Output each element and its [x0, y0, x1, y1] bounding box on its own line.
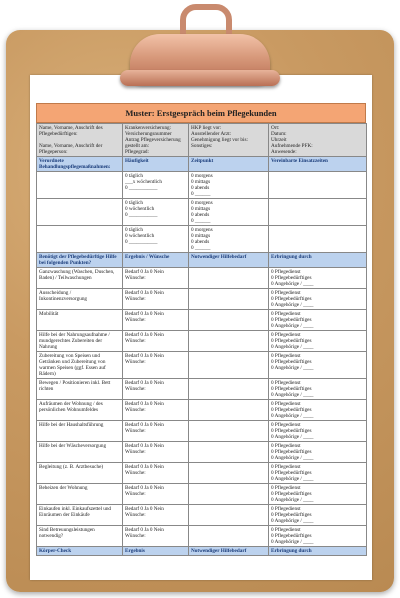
body-check-header-row — [37, 547, 367, 556]
needs-result-cell[interactable]: Bedarf 0 Ja 0 Nein Wünsche: — [123, 421, 189, 442]
needs-result-cell[interactable]: Bedarf 0 Ja 0 Nein Wünsche: — [123, 379, 189, 400]
document-page — [30, 75, 372, 580]
needs-help-cell[interactable] — [189, 505, 269, 526]
needs-help-cell[interactable] — [189, 421, 269, 442]
needs-delivery-cell[interactable]: 0 Pflegedienst 0 Pflegebedürftiges 0 Angehörige / ____ — [269, 331, 367, 352]
needs-delivery-cell[interactable]: 0 Pflegedienst 0 Pflegebedürftiges 0 Angehörige / ____ — [269, 289, 367, 310]
insurance-info-cell: Krankenversicherung: Versicherungsnummer Antrag Pflegeversicherung gestellt am: Pflegegrad: — [123, 124, 189, 157]
needs-delivery-cell[interactable]: 0 Pflegedienst 0 Pflegebedürftiges 0 Angehörige / ____ — [269, 352, 367, 379]
needs-help-cell[interactable] — [189, 400, 269, 421]
patient-info-cell: Name, Vorname, Anschrift des Pflegebedürftigen: Name, Vorname, Anschrift der Pflegeperson: — [37, 124, 123, 157]
needs-row — [37, 505, 367, 526]
needs-item-label: Sind Betreuungsleistungen notwendig? — [37, 526, 123, 547]
treatment-header-time: Zeitpunkt — [189, 157, 269, 172]
needs-item-label: Zubereitung von Speisen und Getränken und Zubereitung von warmen Speisen (ggf. Essen auf Rädern) — [37, 352, 123, 379]
needs-item-label: Mobilität — [37, 310, 123, 331]
needs-item-label: Ganzwaschung (Waschen, Duschen, Baden) / Teilwaschungen — [37, 268, 123, 289]
treatment-header-frequency: Häufigkeit — [123, 157, 189, 172]
body-check-header-label: Körper-Check — [37, 547, 123, 556]
needs-item-label: Begleitung (z. B. Arztbesuche) — [37, 463, 123, 484]
treatment-header-measures: Verordnete Behandlungspflegemaßnahmen: — [37, 157, 123, 172]
needs-row — [37, 400, 367, 421]
needs-result-cell[interactable]: Bedarf 0 Ja 0 Nein Wünsche: — [123, 310, 189, 331]
clipboard-clip — [120, 4, 280, 100]
needs-header-row — [37, 253, 367, 268]
body-check-header-delivery: Erbringung durch — [269, 547, 367, 556]
needs-delivery-cell[interactable]: 0 Pflegedienst 0 Pflegebedürftiges 0 Angehörige / ____ — [269, 268, 367, 289]
time-cell[interactable]: 0 morgens 0 mittags 0 abends 0 ______ — [189, 226, 269, 253]
needs-result-cell[interactable]: Bedarf 0 Ja 0 Nein Wünsche: — [123, 268, 189, 289]
body-check-header-result: Ergebnis — [123, 547, 189, 556]
needs-header-delivery: Erbringung durch — [269, 253, 367, 268]
needs-help-cell[interactable] — [189, 289, 269, 310]
needs-row — [37, 421, 367, 442]
needs-header-question: Benötigt der Pflegebedürftige Hilfe bei folgenden Punkten? — [37, 253, 123, 268]
needs-row — [37, 310, 367, 331]
needs-result-cell[interactable]: Bedarf 0 Ja 0 Nein Wünsche: — [123, 400, 189, 421]
needs-help-cell[interactable] — [189, 310, 269, 331]
visit-info-cell: Ort: Datum: Uhrzeit Aufnehmende PFK: Anwesende: — [269, 124, 367, 157]
treatment-measure-cell[interactable] — [37, 172, 123, 199]
needs-row — [37, 442, 367, 463]
needs-delivery-cell[interactable]: 0 Pflegedienst 0 Pflegebedürftiges 0 Angehörige / ____ — [269, 400, 367, 421]
needs-result-cell[interactable]: Bedarf 0 Ja 0 Nein Wünsche: — [123, 526, 189, 547]
time-cell[interactable]: 0 morgens 0 mittags 0 abends 0 ______ — [189, 199, 269, 226]
needs-delivery-cell[interactable]: 0 Pflegedienst 0 Pflegebedürftiges 0 Angehörige / ____ — [269, 310, 367, 331]
needs-help-cell[interactable] — [189, 484, 269, 505]
needs-row — [37, 484, 367, 505]
needs-help-cell[interactable] — [189, 331, 269, 352]
needs-delivery-cell[interactable]: 0 Pflegedienst 0 Pflegebedürftiges 0 Angehörige / ____ — [269, 526, 367, 547]
treatment-measure-cell[interactable] — [37, 226, 123, 253]
schedule-cell[interactable] — [269, 226, 367, 253]
needs-row — [37, 463, 367, 484]
treatment-row — [37, 172, 367, 199]
needs-item-label: Bewegen / Positionieren inkl. Bett richten — [37, 379, 123, 400]
needs-help-cell[interactable] — [189, 352, 269, 379]
needs-delivery-cell[interactable]: 0 Pflegedienst 0 Pflegebedürftiges 0 Angehörige / ____ — [269, 463, 367, 484]
needs-delivery-cell[interactable]: 0 Pflegedienst 0 Pflegebedürftiges 0 Angehörige / ____ — [269, 442, 367, 463]
needs-row — [37, 289, 367, 310]
treatment-row — [37, 226, 367, 253]
needs-delivery-cell[interactable]: 0 Pflegedienst 0 Pflegebedürftiges 0 Angehörige / ____ — [269, 379, 367, 400]
needs-delivery-cell[interactable]: 0 Pflegedienst 0 Pflegebedürftiges 0 Angehörige / ____ — [269, 421, 367, 442]
treatment-row — [37, 199, 367, 226]
needs-item-label: Aufräumen der Wohnung / des persönlichen Wohnumfeldes — [37, 400, 123, 421]
schedule-cell[interactable] — [269, 199, 367, 226]
needs-header-result: Ergebnis / Wünsche — [123, 253, 189, 268]
clip-base — [120, 70, 280, 86]
needs-result-cell[interactable]: Bedarf 0 Ja 0 Nein Wünsche: — [123, 463, 189, 484]
needs-item-label: Ausscheidung / Inkontinenzversorgung — [37, 289, 123, 310]
needs-item-label: Hilfe bei der Nahrungsaufnahme / mundgerechtes Zubereiten der Nahrung — [37, 331, 123, 352]
time-cell[interactable]: 0 morgens 0 mittags 0 abends 0 ______ — [189, 172, 269, 199]
frequency-cell[interactable]: 0 täglich ___x wöchentlich 0 ___________ — [123, 172, 189, 199]
body-check-header-help: Notwendiger Hilfebedarf — [189, 547, 269, 556]
needs-help-cell[interactable] — [189, 379, 269, 400]
needs-result-cell[interactable]: Bedarf 0 Ja 0 Nein Wünsche: — [123, 505, 189, 526]
treatment-header-schedule: Vereinbarte Einsatzzeiten — [269, 157, 367, 172]
schedule-cell[interactable] — [269, 172, 367, 199]
needs-result-cell[interactable]: Bedarf 0 Ja 0 Nein Wünsche: — [123, 442, 189, 463]
frequency-cell[interactable]: 0 täglich 0 wöchentlich 0 ___________ — [123, 226, 189, 253]
form-table — [36, 123, 367, 556]
document-title: Muster: Erstgespräch beim Pflegekunden — [36, 103, 366, 123]
info-row — [37, 124, 367, 157]
needs-delivery-cell[interactable]: 0 Pflegedienst 0 Pflegebedürftiges 0 Angehörige / ____ — [269, 505, 367, 526]
needs-item-label: Hilfe bei der Wäscheversorgung — [37, 442, 123, 463]
frequency-cell[interactable]: 0 täglich 0 wöchentlich 0 ___________ — [123, 199, 189, 226]
needs-row — [37, 352, 367, 379]
treatment-header-row — [37, 157, 367, 172]
treatment-measure-cell[interactable] — [37, 199, 123, 226]
needs-result-cell[interactable]: Bedarf 0 Ja 0 Nein Wünsche: — [123, 331, 189, 352]
needs-help-cell[interactable] — [189, 463, 269, 484]
needs-row — [37, 526, 367, 547]
needs-item-label: Einkaufen inkl. Einkaufszettel und Einräumen der Einkäufe — [37, 505, 123, 526]
needs-row — [37, 331, 367, 352]
needs-item-label: Hilfe bei der Haushaltsführung — [37, 421, 123, 442]
prescription-info-cell: HKP liegt vor: Ausstellender Arzt: Genehmigung liegt vor bis: Sonstiges: — [189, 124, 269, 157]
needs-result-cell[interactable]: Bedarf 0 Ja 0 Nein Wünsche: — [123, 484, 189, 505]
needs-header-help: Notwendiger Hilfebedarf — [189, 253, 269, 268]
needs-help-cell[interactable] — [189, 526, 269, 547]
needs-delivery-cell[interactable]: 0 Pflegedienst 0 Pflegebedürftiges 0 Angehörige / ____ — [269, 484, 367, 505]
needs-item-label: Beheizen der Wohnung — [37, 484, 123, 505]
needs-result-cell[interactable]: Bedarf 0 Ja 0 Nein Wünsche: — [123, 352, 189, 379]
needs-row — [37, 379, 367, 400]
needs-row — [37, 268, 367, 289]
needs-result-cell[interactable]: Bedarf 0 Ja 0 Nein Wünsche: — [123, 289, 189, 310]
needs-help-cell[interactable] — [189, 268, 269, 289]
needs-help-cell[interactable] — [189, 442, 269, 463]
